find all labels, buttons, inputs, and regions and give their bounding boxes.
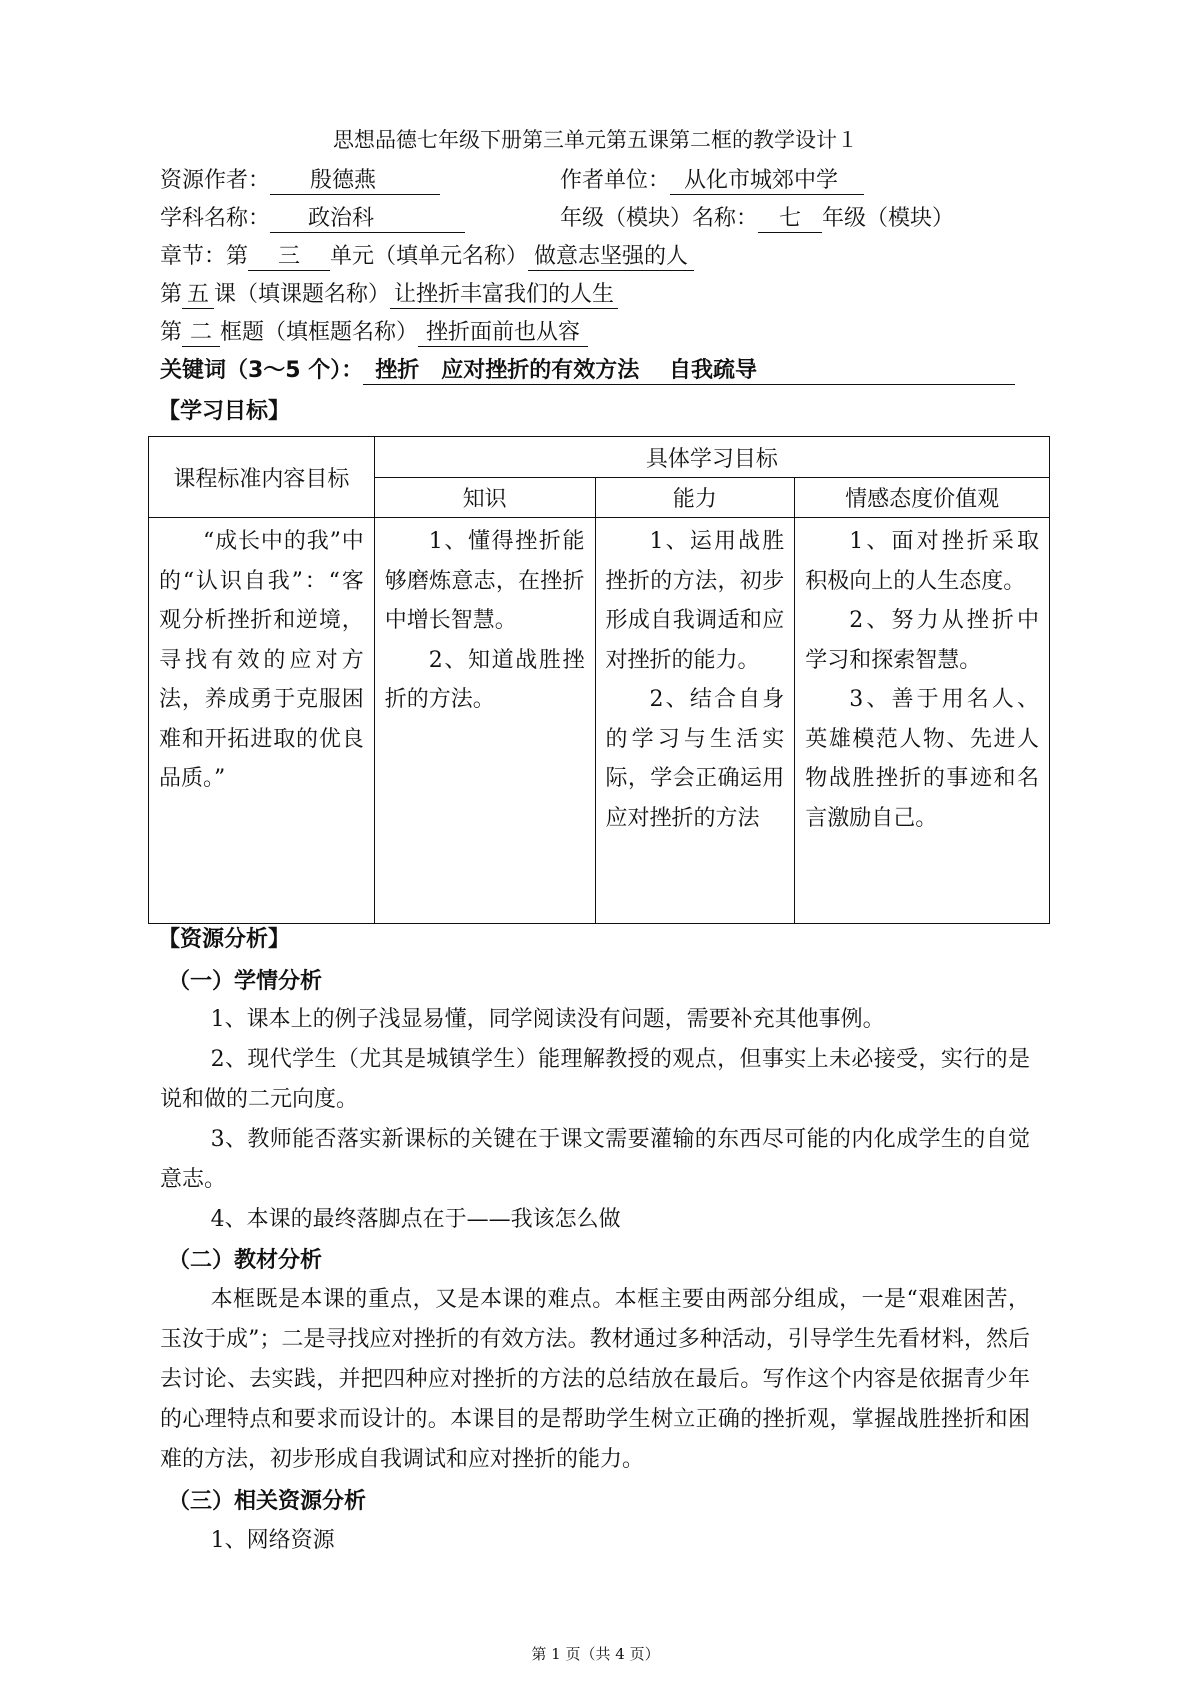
ability-goal-2: 2、结合自身的学习与生活实际，学会正确运用应对挫折的方法 (605, 687, 785, 831)
knowledge-goal-2: 2、知道战胜挫折的方法。 (384, 647, 585, 712)
knowledge-goal-1: 1、懂得挫折能够磨炼意志，在挫折中增长智慧。 (384, 529, 585, 633)
lesson-suffix: 课（填课题名称） (214, 282, 391, 307)
ability-cell (595, 518, 795, 924)
frame-prefix: 第 (160, 320, 183, 345)
material-analysis-text: 本框既是本课的重点，又是本课的难点。本框主要由两部分组成，一是“艰难困苦，玉汝于成”；二是寻找应对挫折的有效方法。教材通过多种活动，引导学生先看材料，然后去讨论、去实践，并把四种应对挫折的方法的总结放在最后。写作这个内容是依据青少年的心理特点和要求而设计的。本课目的是帮助学生树立正确的挫折观，掌握战胜挫折和困难的方法，初步形成自我调试和应对挫折的能力。 (160, 1287, 1030, 1472)
emotion-goal-1: 1、面对挫折采取积极向上的人生态度。 (805, 529, 1039, 594)
chapter-number: 三 (248, 244, 330, 271)
lesson-number: 五 (182, 282, 214, 309)
standard-text: “成长中的我”中的“认识自我”：“客观分析挫折和逆境，寻找有效的应对方法，养成勇于克服困难和开拓进取的优良品质。” (159, 529, 364, 791)
knowledge-cell (374, 518, 595, 924)
grade-value: 七 (758, 206, 822, 233)
subject-line (160, 203, 465, 235)
frame-suffix: 框题（填框题名称） (220, 320, 419, 345)
learning-goals-table (148, 436, 1050, 924)
standard-cell (149, 518, 375, 924)
subject-value: 政治科 (270, 206, 465, 233)
author-value: 殷德燕 (270, 168, 440, 195)
frame-number: 二 (182, 320, 220, 347)
page-footer: 第 1 页（共 4 页） (531, 1645, 660, 1663)
emotion-goal-3: 3、善于用名人、英雄模范人物、先进人物战胜挫折的事迹和名言激励自己。 (805, 687, 1039, 831)
keywords-line (160, 355, 1015, 387)
keywords-value: 挫折 应对挫折的有效方法 自我疏导 (363, 358, 1015, 385)
chapter-line (160, 241, 694, 273)
subject-label: 学科名称： (160, 206, 271, 231)
learning-item-2: 2、现代学生（尤其是城镇学生）能理解教授的观点，但事实上未必接受，实行的是说和做的二元向度。 (160, 1047, 1030, 1112)
goals-heading: 【学习目标】 (158, 399, 291, 424)
grade-suffix: 年级（模块） (822, 206, 955, 231)
frame-name: 挫折面前也从容 (418, 320, 588, 347)
learning-item-3: 3、教师能否落实新课标的关键在于课文需要灌输的东西尽可能的内化成学生的自觉意志。 (160, 1127, 1030, 1192)
unit-line (560, 165, 864, 197)
lesson-prefix: 第 (160, 282, 183, 307)
course-standard-header: 课程标准内容目标 (149, 437, 375, 518)
chapter-prefix: 章节：第 (160, 244, 249, 269)
related-item-1: 1、网络资源 (210, 1528, 335, 1553)
unit-label: 作者单位： (560, 168, 671, 193)
learning-item-1: 1、课本上的例子浅显易懂，同学阅读没有问题，需要补充其他事例。 (210, 1007, 885, 1032)
keywords-label: 关键词（3～5 个）： (160, 358, 364, 383)
grade-label: 年级（模块）名称： (560, 206, 759, 231)
chapter-suffix: 单元（填单元名称） (330, 244, 529, 269)
emotion-goal-2: 2、努力从挫折中学习和探索智慧。 (805, 608, 1039, 673)
lesson-line (160, 279, 618, 311)
ability-header: 能力 (595, 478, 795, 518)
lesson-name: 让挫折丰富我们的人生 (390, 282, 618, 309)
learning-analysis-heading: （一）学情分析 (168, 969, 323, 994)
author-label: 资源作者： (160, 168, 271, 193)
author-line (160, 165, 440, 197)
ability-goal-1: 1、运用战胜挫折的方法，初步形成自我调适和应对挫折的能力。 (605, 529, 785, 673)
frame-line (160, 317, 588, 349)
learning-item-4: 4、本课的最终落脚点在于——我该怎么做 (210, 1207, 621, 1232)
grade-line (560, 203, 954, 235)
emotion-cell (795, 518, 1050, 924)
emotion-header: 情感态度价值观 (795, 478, 1050, 518)
chapter-name: 做意志坚强的人 (528, 244, 694, 271)
resource-heading: 【资源分析】 (158, 927, 291, 952)
document-title: 思想品德七年级下册第三单元第五课第二框的教学设计１ (333, 128, 858, 152)
specific-goals-header: 具体学习目标 (374, 437, 1049, 478)
knowledge-header: 知识 (374, 478, 595, 518)
material-analysis-heading: （二）教材分析 (168, 1248, 323, 1273)
related-resources-heading: （三）相关资源分析 (168, 1489, 367, 1514)
unit-value: 从化市城郊中学 (670, 168, 864, 195)
